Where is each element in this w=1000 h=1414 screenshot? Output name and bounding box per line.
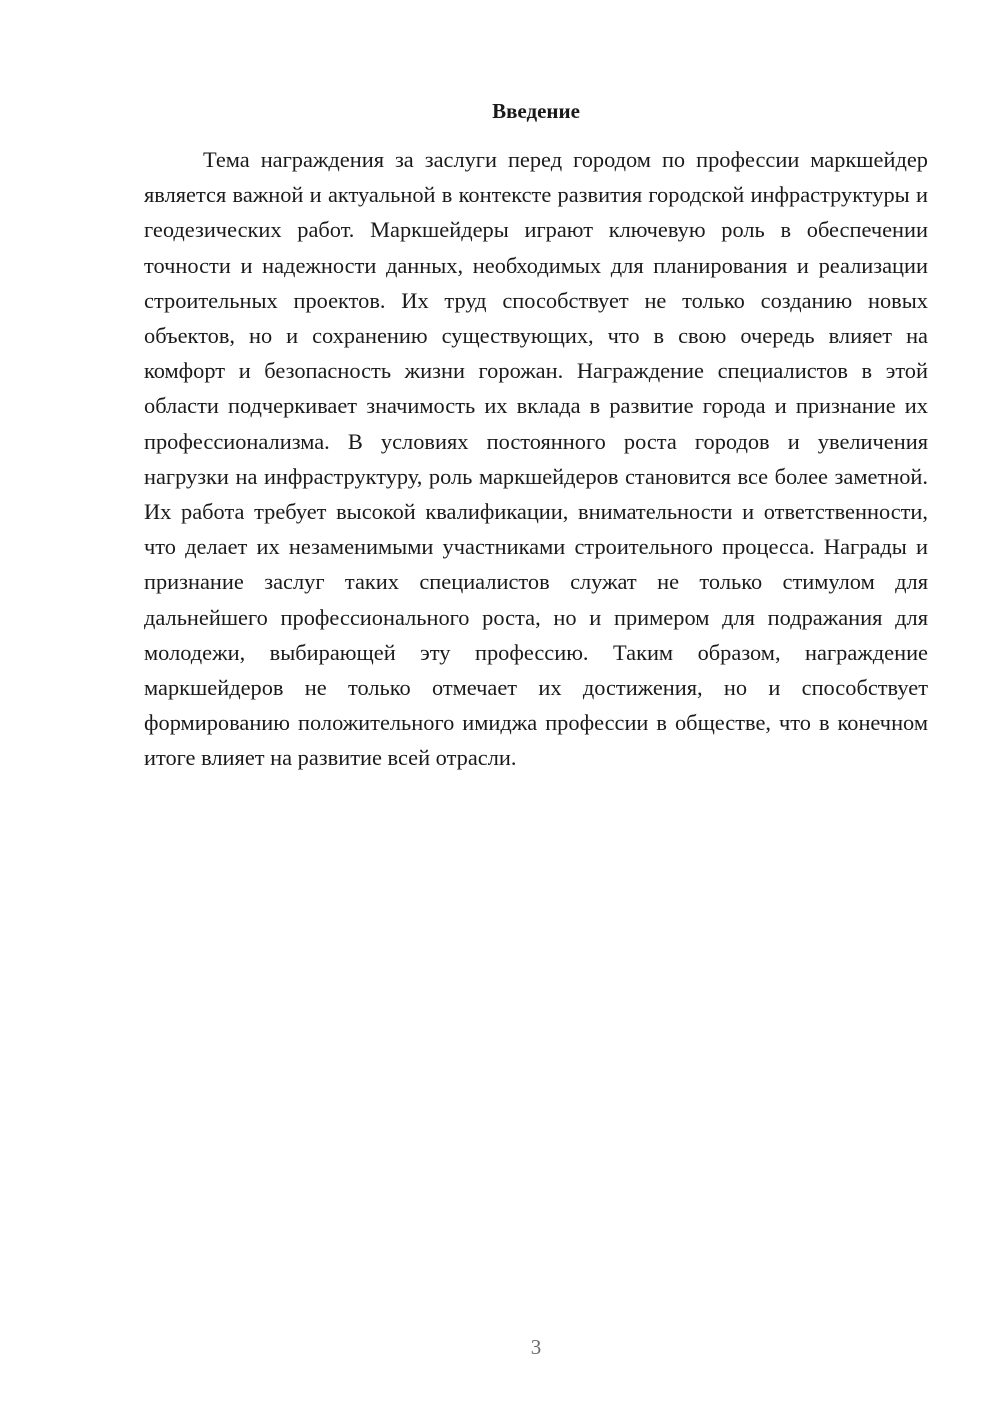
body-paragraph: Тема награждения за заслуги перед городом по профессии маркшейдер является важной и актуальной в контексте развития городской инфраструктуры и геодезических работ. Маркшейдеры играют ключевую роль в обеспечении точности и надежности данных, необходимых для планирования и реализации строительных проектов. Их труд способствует не только созданию новых объектов, но и сохранению существующих, что в свою очередь влияет на комфорт и безопасность жизни горожан. Награждение специалистов в этой области подчеркивает значимость их вклада в развитие города и признание их профессионализма. В условиях постоянного роста городов и увеличения нагрузки на инфраструктуру, роль маркшейдеров становится все более заметной. Их работа требует высокой квалификации, внимательности и ответственности, что делает их незаменимыми участниками строительного процесса. Награды и признание заслуг таких специалистов служат не только стимулом для дальнейшего профессионального роста, но и примером для подражания для молодежи, выбирающей эту профессию. Таким образом, награждение маркшейдеров не только отмечает их достижения, но и способствует формированию положительного имиджа профессии в обществе, что в конечном итоге влияет на развитие всей отрасли. xyxy=(144,147,928,771)
section-heading: Введение xyxy=(492,99,580,123)
page-number: 3 xyxy=(530,1335,542,1359)
